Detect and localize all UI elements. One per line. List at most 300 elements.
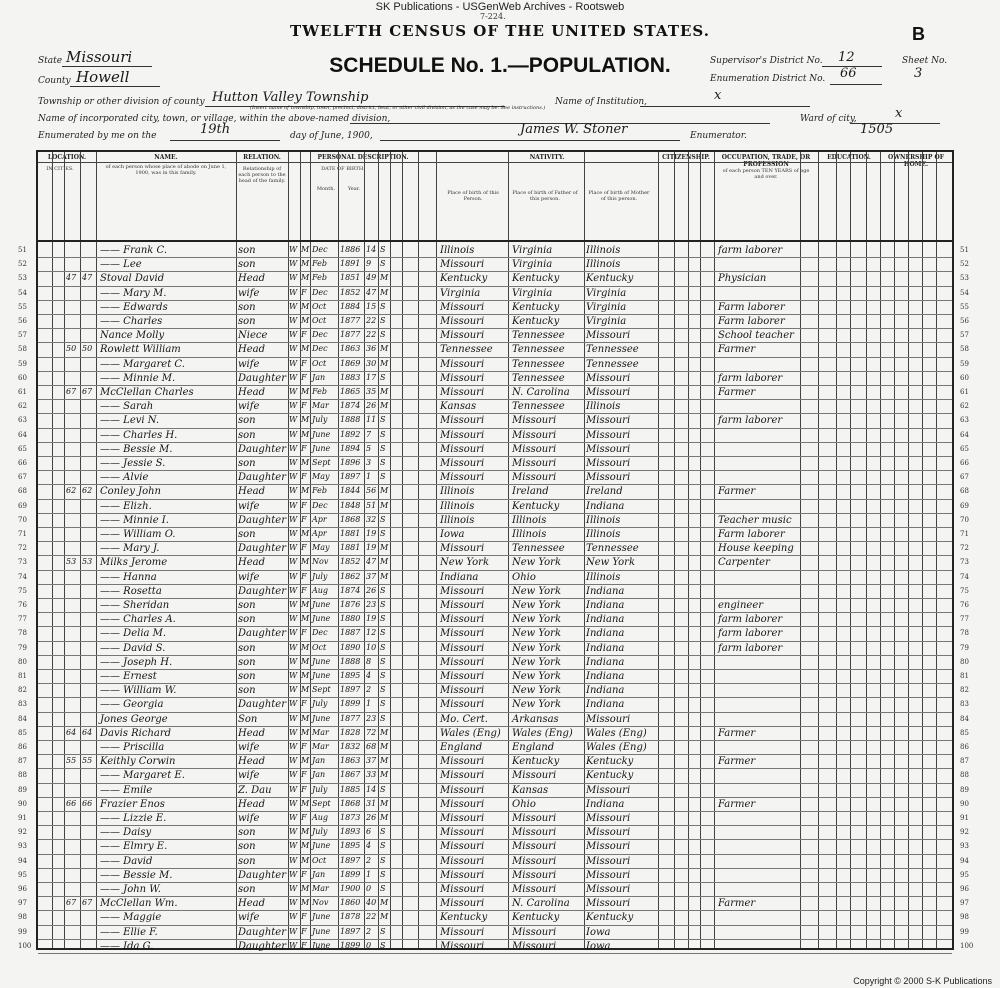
cell-fam: 67 — [82, 898, 93, 908]
col-birth-mother: Place of birth of Mother of this person. — [588, 190, 650, 202]
line-number-left: 82 — [18, 686, 27, 695]
cell-mother: Virginia — [586, 287, 627, 299]
cell-fam: 55 — [82, 756, 93, 766]
line-number-right: 69 — [960, 501, 969, 510]
cell-mon: Sept — [312, 458, 331, 467]
cell-mon: Apr — [312, 514, 327, 524]
cell-ms: S — [380, 259, 386, 269]
cell-ms: S — [380, 855, 386, 865]
line-number-right: 83 — [960, 700, 969, 709]
cell-age: 1 — [366, 472, 372, 482]
cell-yr: 1874 — [340, 401, 361, 411]
cell-fam: 47 — [82, 273, 93, 283]
line-number-left: 85 — [18, 728, 27, 737]
cell-rel: Head — [238, 273, 266, 285]
cell-ms: M — [380, 358, 389, 368]
cell-age: 15 — [366, 301, 377, 311]
cell-mother: Indiana — [586, 699, 625, 711]
cell-mon: June — [312, 600, 331, 609]
cell-col: W — [289, 798, 298, 808]
cell-age: 14 — [366, 245, 377, 254]
cell-mon: Mar — [312, 742, 329, 751]
cell-yr: 1828 — [340, 727, 361, 737]
cell-rel: Daughter — [238, 443, 286, 455]
cell-yr: 1885 — [340, 784, 361, 794]
census-title: TWELFTH CENSUS OF THE UNITED STATES. — [290, 22, 710, 40]
line-number-left: 53 — [18, 274, 27, 283]
cell-mon: Dec — [312, 330, 328, 340]
cell-rel: son — [238, 685, 256, 697]
cell-ms: S — [380, 713, 386, 723]
cell-yr: 1880 — [340, 614, 361, 624]
col-date-of-birth: DATE OF BIRTH. — [321, 166, 365, 172]
cell-yr: 1894 — [340, 443, 361, 453]
col-ownership: OWNERSHIP OF HOME. — [888, 154, 944, 168]
col-location: LOCATION. — [47, 154, 87, 161]
cell-father: New York — [512, 671, 561, 682]
form-number: 7-224. — [480, 12, 506, 21]
cell-rel: wife — [238, 770, 260, 782]
cell-ms: M — [380, 401, 389, 411]
cell-father: Missouri — [512, 940, 557, 952]
cell-name: —— Frank C. — [100, 245, 168, 256]
cell-ms: M — [380, 742, 389, 751]
col-birth-father: Place of birth of Father of this person. — [512, 190, 578, 202]
cell-mother: Missouri — [586, 898, 631, 910]
cell-mon: July — [312, 699, 328, 709]
cell-rel: son — [238, 529, 256, 540]
cell-mother: Wales (Eng) — [586, 742, 647, 753]
cell-rel: wife — [238, 813, 260, 824]
cell-age: 23 — [366, 713, 377, 723]
cell-father: Kentucky — [512, 500, 560, 512]
col-nativity: NATIVITY. — [529, 154, 565, 161]
cell-rel: son — [238, 600, 256, 611]
line-number-left: 61 — [18, 388, 27, 396]
cell-age: 9 — [366, 259, 372, 269]
cell-occ: Farmer — [718, 798, 756, 810]
cell-birth: Missouri — [440, 784, 485, 796]
cell-birth: Missouri — [440, 429, 485, 441]
cell-yr: 1899 — [340, 940, 361, 950]
line-number-left: 72 — [18, 544, 27, 553]
cell-age: 35 — [366, 387, 377, 396]
col-in-cities: IN CITIES. — [46, 166, 74, 172]
cell-birth: Missouri — [440, 869, 485, 881]
cell-rel: son — [238, 614, 256, 626]
line-number-right: 67 — [960, 473, 969, 482]
cell-mon: Jan — [312, 372, 326, 382]
cell-mother: Indiana — [586, 685, 625, 697]
cell-sex: F — [301, 571, 307, 581]
cell-mother: Illinois — [586, 571, 621, 583]
line-number-right: 98 — [960, 913, 969, 922]
cell-ms: M — [380, 344, 389, 354]
cell-sex: M — [301, 486, 310, 496]
cell-sex: M — [301, 614, 310, 624]
cell-mother: Indiana — [586, 671, 625, 682]
cell-age: 2 — [366, 685, 372, 695]
township-label: Township or other division of county — [38, 97, 205, 107]
cell-name: —— Ellie F. — [100, 926, 158, 938]
cell-col: W — [289, 287, 298, 297]
cell-mon: Feb — [312, 387, 327, 396]
cell-sex: F — [301, 926, 307, 936]
cell-mother: Illinois — [586, 259, 621, 271]
cell-yr: 1876 — [340, 600, 361, 609]
day-of-label: day of June, 1900, — [290, 131, 373, 141]
cell-yr: 1848 — [340, 500, 361, 510]
cell-name: —— John W. — [100, 884, 161, 895]
cell-occ: Farm laborer — [718, 316, 785, 327]
cell-mon: Dec — [312, 628, 328, 638]
cell-mother: Missouri — [586, 415, 631, 427]
line-number-right: 58 — [960, 345, 969, 354]
cell-sex: M — [301, 600, 310, 609]
cell-father: Missouri — [512, 841, 557, 853]
cell-birth: Missouri — [440, 926, 485, 938]
cell-col: W — [289, 401, 298, 411]
cell-mon: June — [312, 671, 331, 680]
cell-father: Tennessee — [512, 401, 565, 413]
cell-birth: Missouri — [440, 884, 485, 895]
cell-birth: Missouri — [440, 685, 485, 697]
cell-sex: M — [301, 898, 310, 908]
cell-yr: 1888 — [340, 415, 361, 425]
cell-occ: farm laborer — [718, 614, 783, 626]
cell-col: W — [289, 557, 298, 567]
cell-col: W — [289, 869, 298, 879]
line-number-left: 91 — [18, 814, 27, 822]
cell-name: —— Alvie — [100, 472, 149, 484]
line-number-right: 77 — [960, 615, 969, 624]
cell-birth: Illinois — [440, 245, 475, 256]
cell-rel: son — [238, 855, 256, 867]
cell-mother: Indiana — [586, 642, 625, 654]
cell-dw: 67 — [66, 898, 77, 908]
cell-mon: Oct — [312, 358, 327, 368]
cell-age: 19 — [366, 614, 377, 624]
line-number-right: 72 — [960, 544, 969, 553]
cell-sex: M — [301, 656, 310, 666]
cell-mother: Kentucky — [586, 912, 634, 924]
cell-yr: 1863 — [340, 756, 361, 766]
cell-sex: M — [301, 884, 310, 893]
cell-birth: Illinois — [440, 500, 475, 512]
line-number-right: 91 — [960, 814, 969, 822]
line-number-left: 86 — [18, 743, 27, 751]
cell-age: 32 — [366, 514, 377, 524]
cell-sex: F — [301, 514, 307, 524]
township-value: Hutton Valley Township — [212, 90, 369, 105]
cell-rel: Daughter — [238, 699, 286, 711]
cell-occ: Farmer — [718, 727, 756, 739]
cell-rel: son — [238, 841, 256, 853]
cell-father: New York — [512, 628, 561, 640]
cell-mon: Aug — [312, 585, 329, 595]
cell-yr: 1897 — [340, 855, 361, 865]
cell-father: Ireland — [512, 486, 549, 498]
cell-birth: Missouri — [440, 415, 485, 427]
cell-sex: F — [301, 869, 307, 879]
line-number-left: 97 — [18, 899, 27, 908]
cell-age: 51 — [366, 500, 377, 510]
cell-sex: M — [301, 458, 310, 467]
cell-col: W — [289, 898, 298, 908]
cell-age: 8 — [366, 656, 372, 666]
cell-col: W — [289, 387, 298, 396]
cell-age: 37 — [366, 756, 377, 766]
cell-occ: Farmer — [718, 486, 756, 498]
cell-sex: M — [301, 301, 310, 311]
cell-mon: June — [312, 940, 331, 950]
line-number-right: 97 — [960, 899, 969, 908]
cell-name: Keithly Corwin — [100, 756, 176, 768]
cell-age: 19 — [366, 529, 377, 538]
cell-rel: son — [238, 656, 256, 668]
cell-ms: S — [380, 443, 386, 453]
cell-name: —— Jessie S. — [100, 458, 166, 469]
cell-ms: M — [380, 557, 389, 567]
cell-col: W — [289, 301, 298, 311]
cell-name: —— Lee — [100, 259, 142, 271]
cell-mon: Nov — [312, 898, 329, 908]
cell-name: —— Margaret C. — [100, 358, 185, 370]
cell-name: —— Lizzie E. — [100, 813, 167, 824]
cell-yr: 1873 — [340, 813, 361, 822]
cell-ms: S — [380, 600, 386, 609]
cell-mother: Tennessee — [586, 344, 639, 356]
cell-birth: Indiana — [440, 571, 479, 583]
cell-mon: June — [312, 429, 331, 439]
cell-dw: 66 — [66, 798, 77, 808]
cell-mon: May — [312, 472, 330, 482]
cell-col: W — [289, 600, 298, 609]
cell-occ: Farmer — [718, 387, 756, 398]
line-number-left: 84 — [18, 714, 27, 723]
cell-rel: Head — [238, 798, 266, 810]
cell-sex: M — [301, 713, 310, 723]
enumeration-label: Enumeration District No. — [710, 74, 826, 84]
cell-mother: Missouri — [586, 855, 631, 867]
line-number-right: 86 — [960, 743, 969, 751]
line-number-right: 82 — [960, 686, 969, 695]
cell-birth: Missouri — [440, 898, 485, 910]
cell-col: W — [289, 245, 298, 254]
line-number-left: 76 — [18, 601, 27, 609]
cell-col: W — [289, 443, 298, 453]
cell-birth: Missouri — [440, 614, 485, 626]
cell-birth: Missouri — [440, 827, 485, 839]
cell-mother: Missouri — [586, 429, 631, 441]
cell-yr: 1878 — [340, 912, 361, 922]
cell-age: 72 — [366, 727, 377, 737]
cell-rel: Daughter — [238, 372, 286, 384]
line-number-right: 71 — [960, 530, 969, 538]
cell-fam: 67 — [82, 387, 93, 396]
cell-age: 40 — [366, 898, 377, 908]
cell-father: Kentucky — [512, 912, 560, 924]
cell-dw: 67 — [66, 387, 77, 396]
cell-col: W — [289, 912, 298, 922]
cell-name: —— Delia M. — [100, 628, 167, 640]
cell-name: Milks Jerome — [100, 557, 168, 569]
cell-father: New York — [512, 585, 561, 597]
line-number-left: 99 — [18, 927, 27, 936]
cell-name: —— Ida G. — [100, 940, 154, 952]
county-value: Howell — [76, 68, 130, 86]
line-number-left: 93 — [18, 842, 27, 851]
line-number-right: 73 — [960, 558, 969, 567]
cell-age: 5 — [366, 443, 372, 453]
cell-ms: S — [380, 301, 386, 311]
cell-age: 47 — [366, 557, 377, 567]
cell-father: Missouri — [512, 926, 557, 938]
line-number-right: 95 — [960, 870, 969, 879]
cell-yr: 1874 — [340, 585, 361, 595]
cell-mon: June — [312, 443, 331, 453]
line-number-right: 56 — [960, 317, 969, 325]
cell-ms: S — [380, 699, 386, 709]
cell-name: —— Joseph H. — [100, 656, 173, 668]
cell-birth: Missouri — [440, 458, 485, 469]
cell-col: W — [289, 742, 298, 751]
line-number-left: 74 — [18, 572, 27, 581]
cell-age: 33 — [366, 770, 377, 780]
cell-birth: Missouri — [440, 259, 485, 271]
institution-value: x — [714, 88, 722, 103]
cell-rel: son — [238, 458, 256, 469]
cell-name: —— Minnie I. — [100, 514, 169, 526]
line-number-left: 51 — [18, 246, 27, 254]
cell-mon: Oct — [312, 301, 327, 311]
cell-rel: Head — [238, 486, 266, 498]
cell-name: —— Georgia — [100, 699, 164, 711]
line-number-left: 71 — [18, 530, 27, 538]
col-education: EDUCATION. — [827, 154, 871, 161]
cell-father: Tennessee — [512, 330, 565, 342]
line-number-left: 90 — [18, 799, 27, 808]
cell-birth: Missouri — [440, 472, 485, 484]
cell-yr: 1899 — [340, 699, 361, 709]
cell-age: 12 — [366, 628, 377, 638]
line-number-left: 54 — [18, 288, 27, 297]
cell-birth: Missouri — [440, 798, 485, 810]
cell-father: Kentucky — [512, 316, 560, 327]
cell-col: W — [289, 628, 298, 638]
cell-occ: farm laborer — [718, 245, 783, 256]
col-citizenship: CITIZENSHIP. — [662, 154, 710, 161]
cell-rel: Head — [238, 557, 266, 569]
cell-name: Frazier Enos — [100, 798, 165, 810]
line-number-left: 87 — [18, 757, 27, 766]
cell-birth: Missouri — [440, 543, 485, 555]
cell-ms: M — [380, 770, 389, 780]
cell-sex: M — [301, 671, 310, 680]
cell-occ: Farmer — [718, 756, 756, 768]
cell-father: Missouri — [512, 472, 557, 484]
cell-mother: Virginia — [586, 316, 627, 327]
cell-sex: F — [301, 770, 307, 780]
cell-yr: 1892 — [340, 429, 361, 439]
line-number-right: 96 — [960, 885, 969, 893]
line-number-right: 92 — [960, 828, 969, 837]
cell-yr: 1888 — [340, 656, 361, 666]
sheet-letter: B — [912, 24, 925, 44]
cell-col: W — [289, 486, 298, 496]
cell-age: 0 — [366, 884, 372, 893]
cell-col: W — [289, 330, 298, 340]
cell-mother: Missouri — [586, 713, 631, 725]
line-number-right: 99 — [960, 927, 969, 936]
cell-dw: 50 — [66, 344, 77, 354]
cell-yr: 1886 — [340, 245, 361, 254]
line-number-left: 58 — [18, 345, 27, 354]
cell-father: Virginia — [512, 259, 553, 271]
cell-age: 4 — [366, 671, 372, 680]
cell-father: Kentucky — [512, 301, 560, 313]
cell-birth: Virginia — [440, 287, 481, 299]
line-number-right: 53 — [960, 274, 969, 283]
sheet-no-label: Sheet No. — [902, 56, 948, 66]
cell-birth: Iowa — [440, 529, 465, 540]
cell-father: Arkansas — [512, 713, 559, 725]
line-number-right: 84 — [960, 714, 969, 723]
line-number-left: 100 — [18, 941, 32, 950]
cell-sex: M — [301, 756, 310, 766]
cell-dw: 64 — [66, 727, 77, 737]
cell-yr: 1900 — [340, 884, 361, 893]
cell-col: W — [289, 699, 298, 709]
cell-occ: Farmer — [718, 344, 756, 356]
cell-age: 56 — [366, 486, 377, 496]
line-number-left: 70 — [18, 515, 27, 524]
cell-mother: Iowa — [586, 926, 611, 938]
cell-rel: Head — [238, 387, 266, 398]
cell-ms: S — [380, 827, 386, 837]
cell-age: 23 — [366, 600, 377, 609]
cell-ms: M — [380, 500, 389, 510]
cell-ms: M — [380, 727, 389, 737]
cell-ms: S — [380, 628, 386, 638]
cell-sex: M — [301, 841, 310, 851]
cell-sex: M — [301, 429, 310, 439]
cell-yr: 1862 — [340, 571, 361, 581]
cell-father: New York — [512, 699, 561, 711]
cell-name: —— Charles — [100, 316, 163, 327]
cell-occ: farm laborer — [718, 642, 783, 654]
cell-mother: Kentucky — [586, 770, 634, 782]
cell-occ: Teacher music — [718, 514, 792, 526]
cell-mother: Missouri — [586, 784, 631, 796]
cell-mother: Indiana — [586, 600, 625, 611]
line-number-right: 68 — [960, 487, 969, 496]
cell-birth: Tennessee — [440, 344, 493, 356]
cell-age: 26 — [366, 813, 377, 822]
cell-name: Davis Richard — [100, 727, 172, 739]
cell-mother: Indiana — [586, 628, 625, 640]
cell-name: —— Rosetta — [100, 585, 162, 597]
line-number-left: 95 — [18, 870, 27, 879]
cell-mother: Missouri — [586, 869, 631, 881]
cell-name: Nance Molly — [100, 330, 165, 342]
cell-col: W — [289, 372, 298, 382]
cell-mother: New York — [586, 557, 635, 569]
cell-yr: 1852 — [340, 557, 361, 567]
cell-col: W — [289, 585, 298, 595]
cell-col: W — [289, 500, 298, 510]
line-number-right: 78 — [960, 629, 969, 638]
